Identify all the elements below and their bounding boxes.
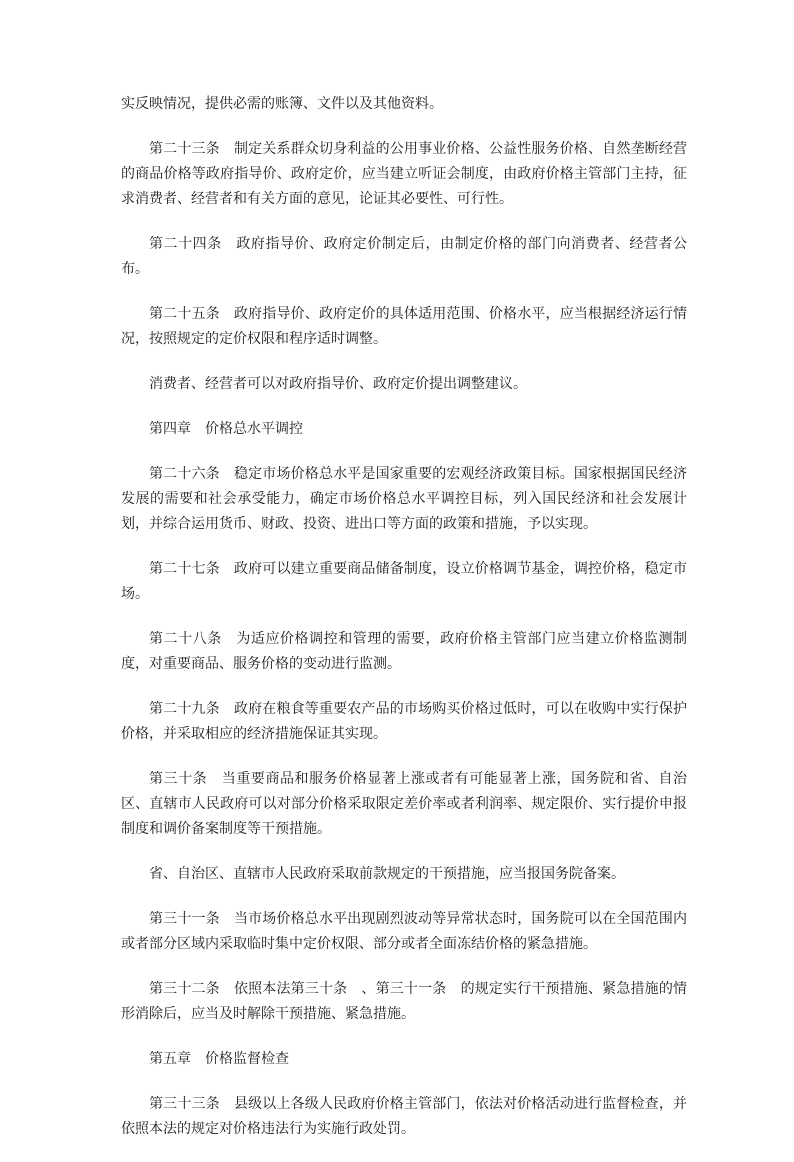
article-25: 第二十五条 政府指导价、政府定价的具体适用范围、价格水平，应当根据经济运行情况，按照规定的定价权限和程序适时调整。 [121,306,687,347]
article-33: 第三十三条 县级以上各级人民政府价格主管部门，依法对价格活动进行监督检查，并依照本法的规定对价格违法行为实施行政处罚。 [121,1096,687,1137]
article-30-clause-2: 省、自治区、直辖市人民政府采取前款规定的干预措施，应当报国务院备案。 [149,866,625,882]
chapter-4-heading: 第四章 价格总水平调控 [149,421,303,437]
article-28: 第二十八条 为适应价格调控和管理的需要，政府价格主管部门应当建立价格监测制度，对重要商品、服务价格的变动进行监测。 [121,631,687,672]
article-25-clause-2: 消费者、经营者可以对政府指导价、政府定价提出调整建议。 [149,376,527,392]
article-26: 第二十六条 稳定市场价格总水平是国家重要的宏观经济政策目标。国家根据国民经济发展的需要和社会承受能力，确定市场价格总水平调控目标，列入国民经济和社会发展计划，并综合运用货币、财政、投资、进出口等方面的政策和措施，予以实现。 [121,466,687,532]
article-31: 第三十一条 当市场价格总水平出现剧烈波动等异常状态时，国务院可以在全国范围内或者部分区域内采取临时集中定价权限、部分或者全面冻结价格的紧急措施。 [121,911,687,952]
article-27: 第二十七条 政府可以建立重要商品储备制度，设立价格调节基金，调控价格，稳定市场。 [121,561,687,602]
article-30: 第三十条 当重要商品和服务价格显著上涨或者有可能显著上涨，国务院和省、自治区、直辖市人民政府可以对部分价格采取限定差价率或者利润率、规定限价、实行提价申报制度和调价备案制度等干预措施。 [121,771,687,837]
article-29: 第二十九条 政府在粮食等重要农产品的市场购买价格过低时，可以在收购中实行保护价格，并采取相应的经济措施保证其实现。 [121,701,687,742]
article-32: 第三十二条 依照本法第三十条 、第三十一条 的规定实行干预措施、紧急措施的情形消除后，应当及时解除干预措施、紧急措施。 [121,981,687,1022]
chapter-5-heading: 第五章 价格监督检查 [149,1051,289,1067]
document-page [121,92,687,1162]
article-23: 第二十三条 制定关系群众切身利益的公用事业价格、公益性服务价格、自然垄断经营的商品价格等政府指导价、政府定价，应当建立听证会制度，由政府价格主管部门主持，征求消费者、经营者和有关方面的意见，论证其必要性、可行性。 [121,141,687,207]
paragraph-continuation: 实反映情况，提供必需的账簿、文件以及其他资料。 [121,96,443,112]
article-24: 第二十四条 政府指导价、政府定价制定后，由制定价格的部门向消费者、经营者公布。 [121,236,687,277]
